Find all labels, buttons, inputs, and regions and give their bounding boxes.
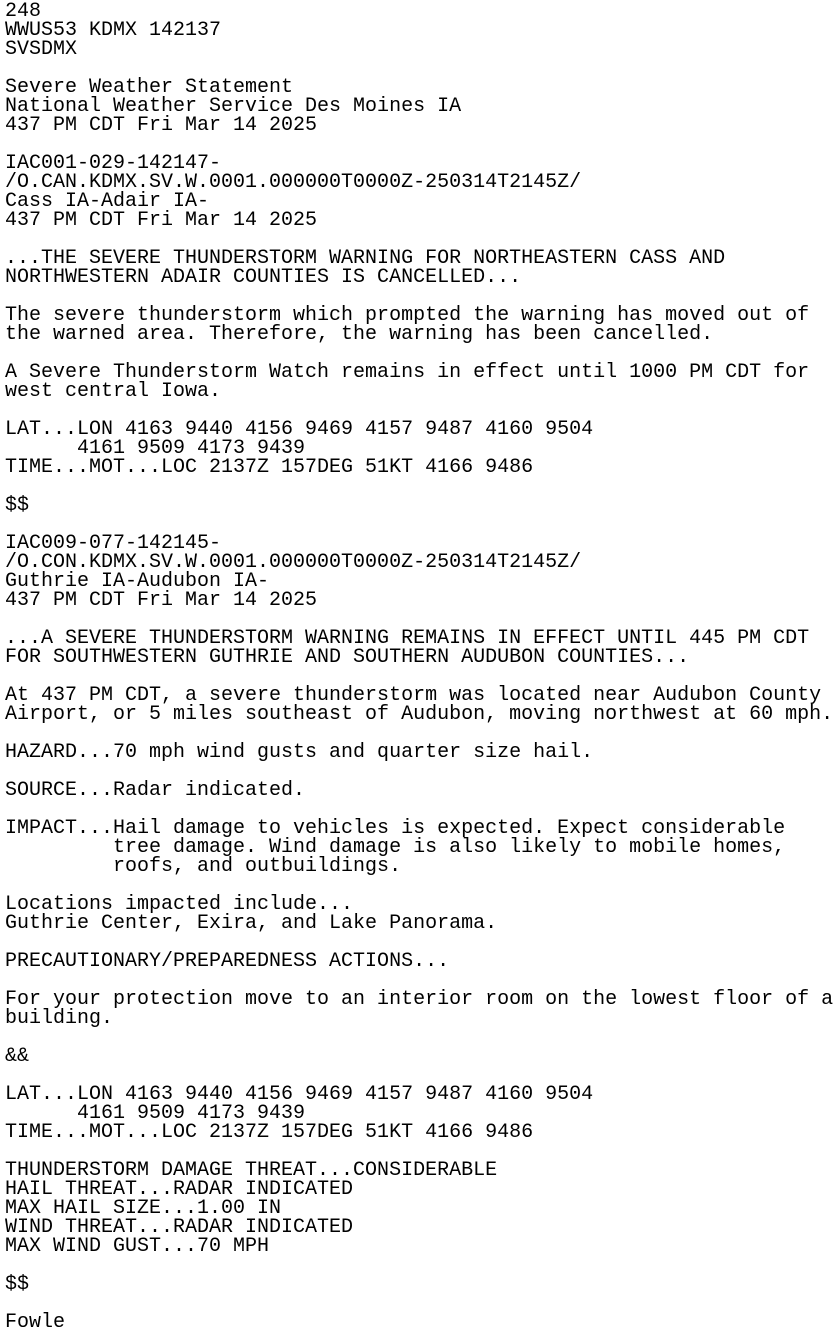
text-line: IAC001-029-142147- bbox=[5, 152, 222, 175]
text-line: /O.CAN.KDMX.SV.W.0001.000000T0000Z-250314T2145Z/ bbox=[5, 171, 582, 194]
blank-line bbox=[5, 1294, 838, 1313]
text-line: building. bbox=[5, 1007, 114, 1030]
text-line: TIME...MOT...LOC 2137Z 157DEG 51KT 4166 9486 bbox=[5, 456, 534, 479]
text-line: PRECAUTIONARY/PREPAREDNESS ACTIONS... bbox=[5, 950, 450, 973]
text-line: MAX HAIL SIZE...1.00 IN bbox=[5, 1197, 282, 1220]
text-line: 248 bbox=[5, 0, 42, 23]
text-line: WWUS53 KDMX 142137 bbox=[5, 19, 222, 42]
text-line: National Weather Service Des Moines IA bbox=[5, 95, 462, 118]
text-line: For your protection move to an interior room on the lowest floor of a bbox=[5, 988, 834, 1011]
text-line: LAT...LON 4163 9440 4156 9469 4157 9487 4160 9504 bbox=[5, 418, 594, 441]
text-line: FOR SOUTHWESTERN GUTHRIE AND SOUTHERN AUDUBON COUNTIES... bbox=[5, 646, 690, 669]
text-line: A Severe Thunderstorm Watch remains in effect until 1000 PM CDT for bbox=[5, 361, 810, 384]
text-line: 4161 9509 4173 9439 bbox=[5, 437, 306, 460]
text-line: $$ bbox=[5, 494, 30, 517]
text-line: SOURCE...Radar indicated. bbox=[5, 779, 306, 802]
text-line: 437 PM CDT Fri Mar 14 2025 bbox=[5, 209, 318, 232]
text-line: Fowle bbox=[5, 1311, 66, 1334]
text-line: HAZARD...70 mph wind gusts and quarter size hail. bbox=[5, 741, 594, 764]
text-line: The severe thunderstorm which prompted the warning has moved out of bbox=[5, 304, 810, 327]
text-line: TIME...MOT...LOC 2137Z 157DEG 51KT 4166 9486 bbox=[5, 1121, 534, 1144]
text-line: west central Iowa. bbox=[5, 380, 222, 403]
text-line: $$ bbox=[5, 1273, 30, 1296]
text-line: LAT...LON 4163 9440 4156 9469 4157 9487 4160 9504 bbox=[5, 1083, 594, 1106]
text-line: At 437 PM CDT, a severe thunderstorm was located near Audubon County bbox=[5, 684, 822, 707]
text-line: WIND THREAT...RADAR INDICATED bbox=[5, 1216, 354, 1239]
text-line: MAX WIND GUST...70 MPH bbox=[5, 1235, 270, 1258]
text-line: 4161 9509 4173 9439 bbox=[5, 1102, 306, 1125]
blank-line bbox=[5, 477, 838, 496]
text-line: Guthrie Center, Exira, and Lake Panorama. bbox=[5, 912, 498, 935]
text-line: tree damage. Wind damage is also likely to mobile homes, bbox=[5, 836, 786, 859]
text-line: /O.CON.KDMX.SV.W.0001.000000T0000Z-250314T2145Z/ bbox=[5, 551, 582, 574]
text-line: Locations impacted include... bbox=[5, 893, 354, 916]
text-line: IMPACT...Hail damage to vehicles is expected. Expect considerable bbox=[5, 817, 786, 840]
text-line: ...THE SEVERE THUNDERSTORM WARNING FOR NORTHEASTERN CASS AND bbox=[5, 247, 726, 270]
text-line: roofs, and outbuildings. bbox=[5, 855, 402, 878]
text-line: HAIL THREAT...RADAR INDICATED bbox=[5, 1178, 354, 1201]
text-line: SVSDMX bbox=[5, 38, 78, 61]
text-line: THUNDERSTORM DAMAGE THREAT...CONSIDERABLE bbox=[5, 1159, 498, 1182]
text-line: Severe Weather Statement bbox=[5, 76, 294, 99]
text-line: Cass IA-Adair IA- bbox=[5, 190, 210, 213]
text-line: 437 PM CDT Fri Mar 14 2025 bbox=[5, 589, 318, 612]
blank-line bbox=[5, 1256, 838, 1275]
blank-line bbox=[5, 1028, 838, 1047]
text-line: NORTHWESTERN ADAIR COUNTIES IS CANCELLED... bbox=[5, 266, 522, 289]
text-line: 437 PM CDT Fri Mar 14 2025 bbox=[5, 114, 318, 137]
text-line: ...A SEVERE THUNDERSTORM WARNING REMAINS IN EFFECT UNTIL 445 PM CDT bbox=[5, 627, 810, 650]
text-line: IAC009-077-142145- bbox=[5, 532, 222, 555]
text-line: the warned area. Therefore, the warning has been cancelled. bbox=[5, 323, 714, 346]
text-line: Airport, or 5 miles southeast of Audubon, moving northwest at 60 mph. bbox=[5, 703, 834, 726]
text-line: Guthrie IA-Audubon IA- bbox=[5, 570, 270, 593]
text-line: && bbox=[5, 1045, 30, 1068]
